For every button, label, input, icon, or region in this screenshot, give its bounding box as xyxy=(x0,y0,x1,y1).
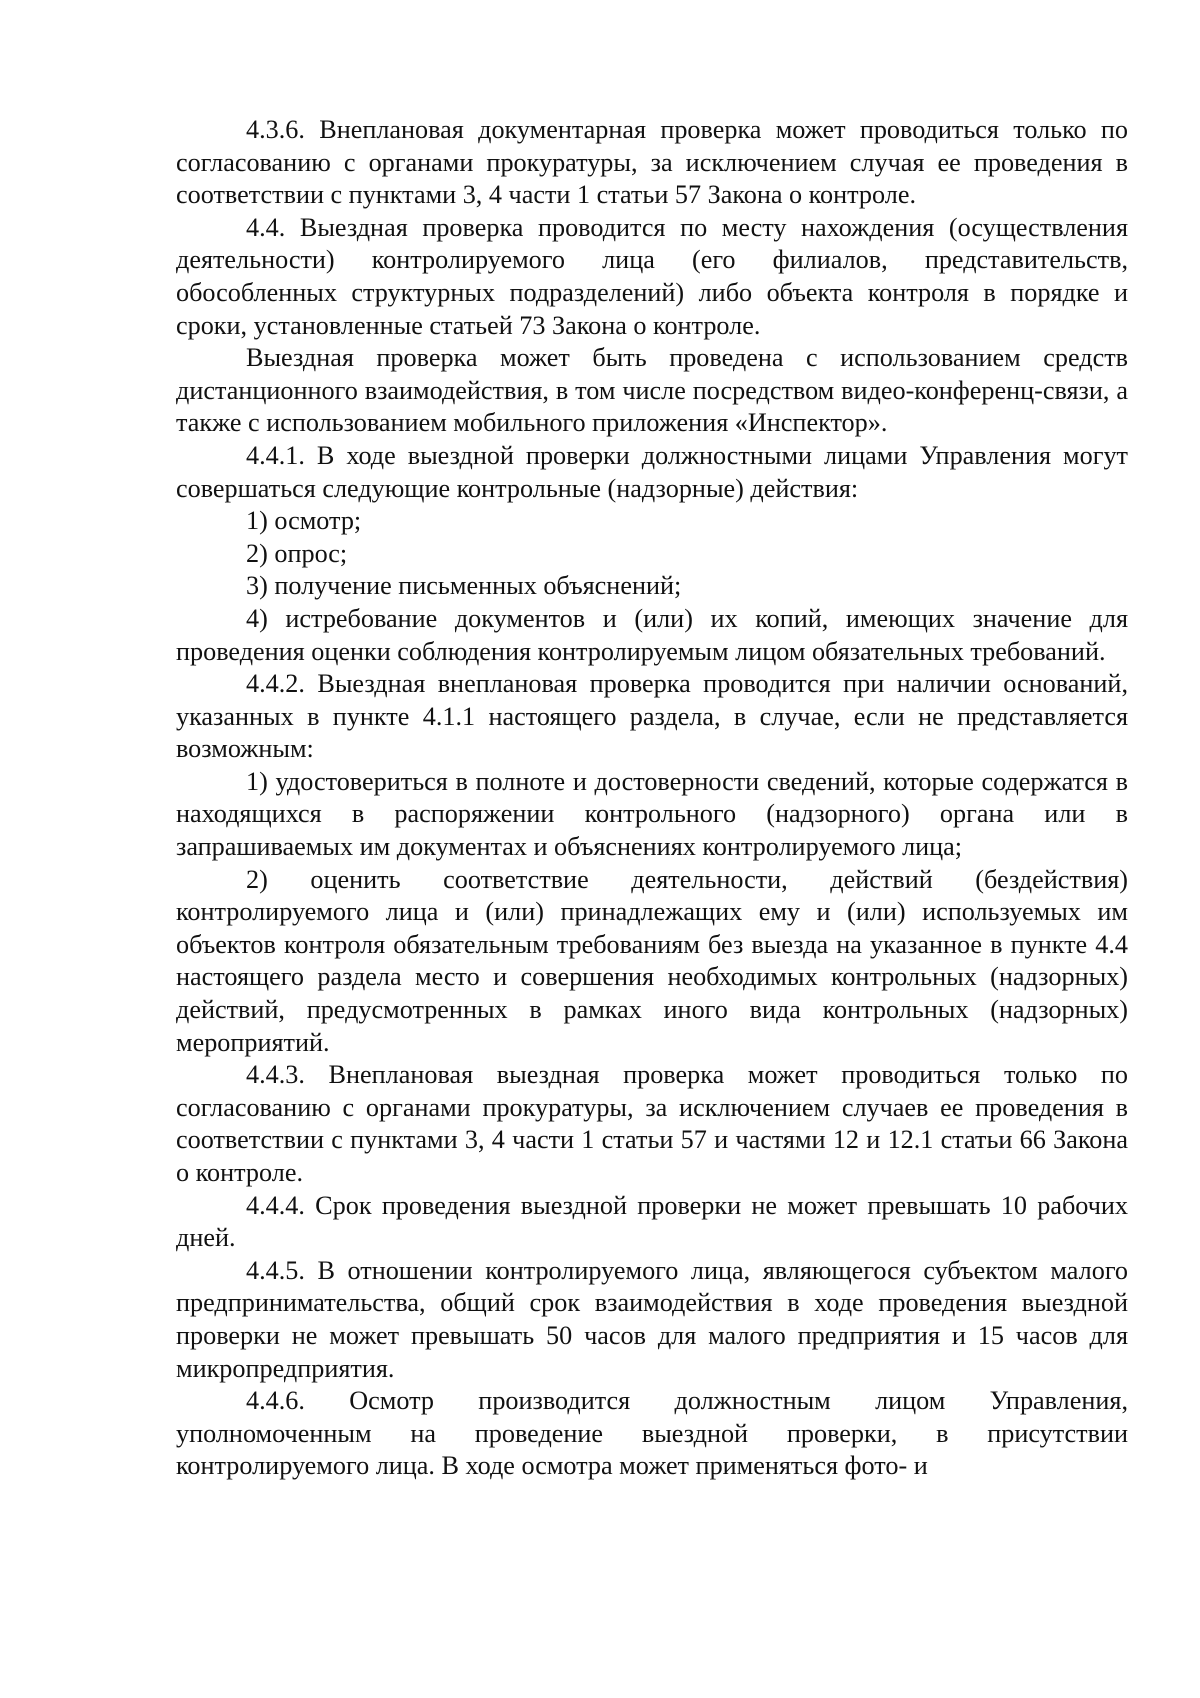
list-item-explanations: 3) получение письменных объяснений; xyxy=(246,571,682,601)
list-item-documents: 4) истребование документов и (или) их копий, имеющих значение для проведения оценки соблюдения контролируемым лицом обязательных требований. xyxy=(176,603,1128,666)
paragraph-4-4-2: 4.4.2. Выездная внеплановая проверка проводится при наличии оснований, указанных в пункте 4.1.1 настоящего раздела, в случае, если не представляется возможным: xyxy=(176,669,1128,764)
paragraph-4-4-3: 4.4.3. Внеплановая выездная проверка может проводиться только по согласованию с органами прокуратуры, за исключением случаев ее проведения в соответствии с пунктами 3, 4 части 1 статьи 57 и частями 12 и 12.1 статьи 66 Закона о контроле. xyxy=(176,1060,1128,1187)
list-item-inspection: 1) осмотр; xyxy=(246,506,362,536)
list-item-assess: 2) оценить соответствие деятельности, действий (бездействия) контролируемого лица и (или) принадлежащих ему и (или) используемых им объектов контроля обязательным требованиям без выезда на указанное в пункте 4.4 настоящего раздела место и совершения необходимых контрольных (надзорных) действий, предусмотренных в рамках иного вида контрольных (надзорных) мероприятий. xyxy=(176,864,1128,1057)
paragraph-4-4-6: 4.4.6. Осмотр производится должностным лицом Управления, уполномоченным на проведение выездной проверки, в присутствии контролируемого лица. В ходе осмотра может применяться фото- и xyxy=(176,1386,1128,1481)
paragraph-4-4-5: 4.4.5. В отношении контролируемого лица, являющегося субъектом малого предпринимательства, общий срок взаимодействия в ходе проведения выездной проверки не может превышать 50 часов для малого предприятия и 15 часов для микропредприятия. xyxy=(176,1255,1128,1383)
list-item-survey: 2) опрос; xyxy=(246,538,348,568)
paragraph-4-4-1: 4.4.1. В ходе выездной проверки должностными лицами Управления могут совершаться следующие контрольные (надзорные) действия: xyxy=(176,440,1128,503)
paragraph-4-3-6: 4.3.6. Внеплановая документарная проверка может проводиться только по согласованию с органами прокуратуры, за исключением случая ее проведения в соответствии с пунктами 3, 4 части 1 статьи 57 Закона о контроле. xyxy=(176,115,1128,210)
paragraph-4-4-4: 4.4.4. Срок проведения выездной проверки не может превышать 10 рабочих дней. xyxy=(176,1190,1128,1253)
list-item-verify: 1) удостовериться в полноте и достоверности сведений, которые содержатся в находящихся в распоряжении контрольного (надзорного) органа или в запрашиваемых им документах и объяснениях контролируемого лица; xyxy=(176,766,1128,862)
paragraph-remote-check: Выездная проверка может быть проведена с использованием средств дистанционного взаимодействия, в том числе посредством видео-конференц-связи, а также с использованием мобильного приложения «Инспектор». xyxy=(176,343,1128,438)
document-body xyxy=(176,114,1128,1483)
paragraph-4-4: 4.4. Выездная проверка проводится по месту нахождения (осуществления деятельности) контролируемого лица (его филиалов, представительств, обособленных структурных подразделений) либо объекта контроля в порядке и сроки, установленные статьей 73 Закона о контроле. xyxy=(176,212,1128,340)
